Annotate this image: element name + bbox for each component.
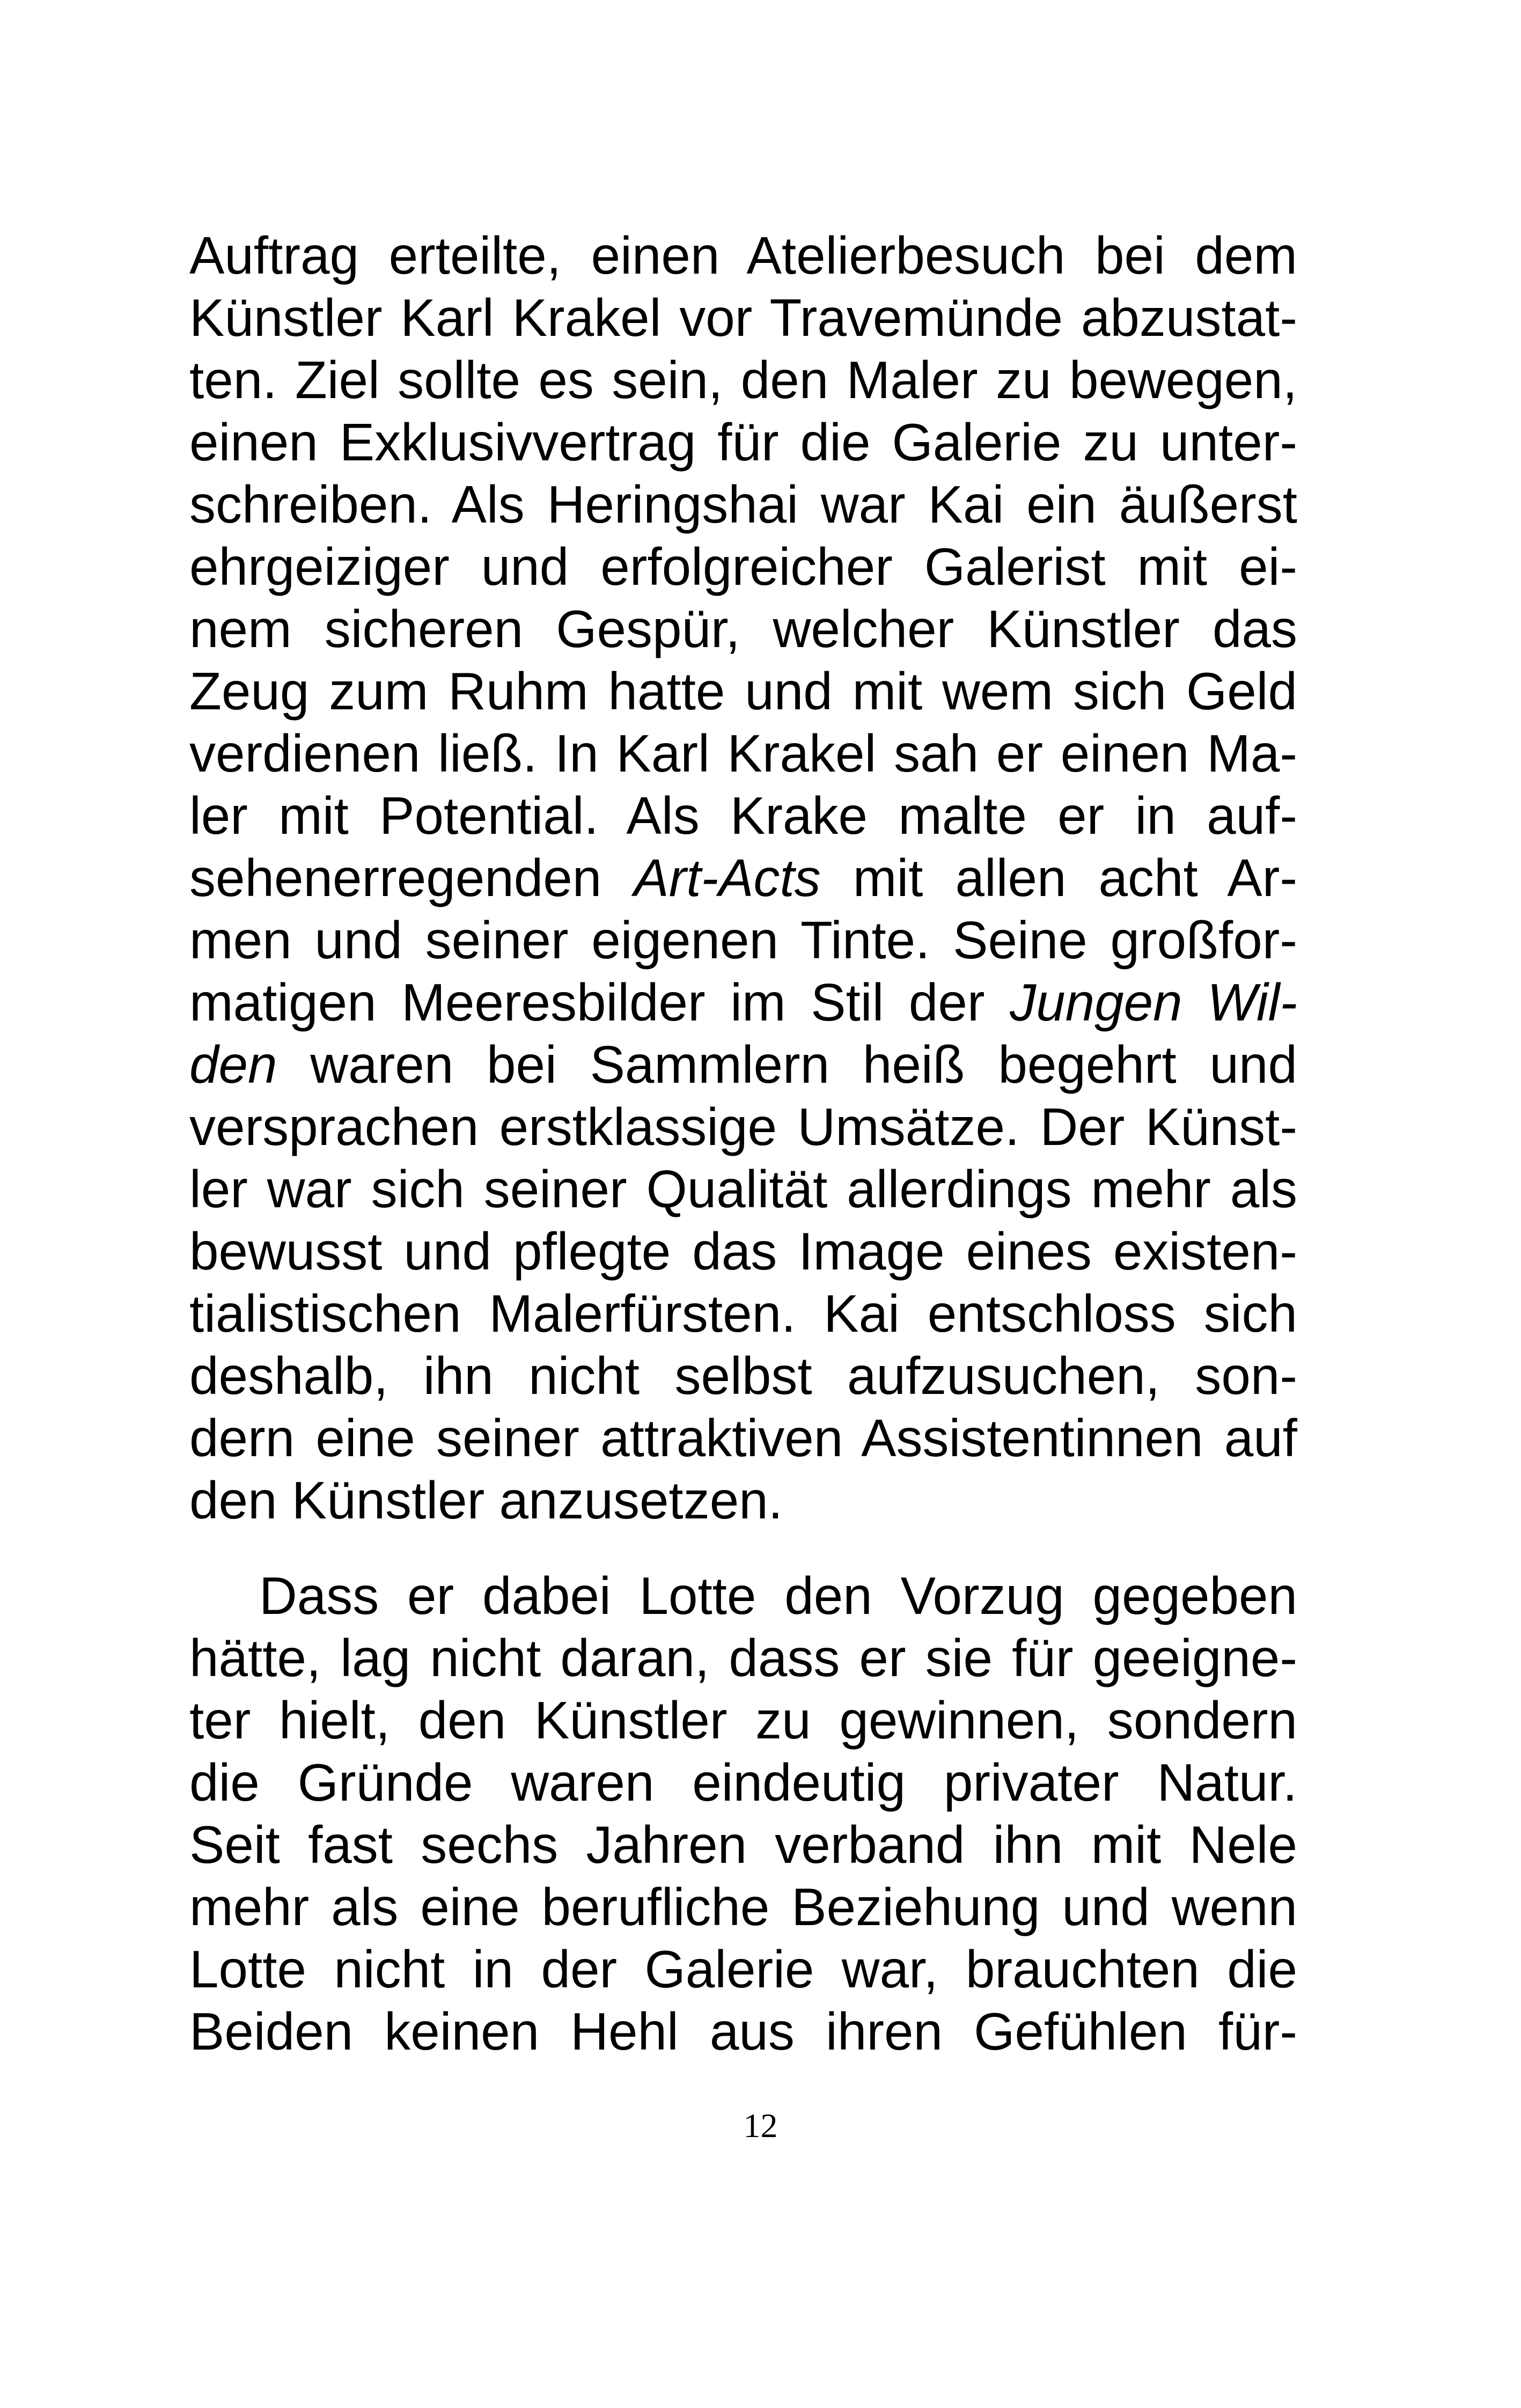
body-text bbox=[189, 224, 1297, 2062]
text-line: Dass er dabei Lotte den Vorzug gegeben bbox=[259, 1566, 1297, 1625]
text-line: Zeug zum Ruhm hatte und mit wem sich Geld bbox=[189, 662, 1297, 721]
text-line: Lotte nicht in der Galerie war, brauchten die bbox=[189, 1940, 1297, 1999]
text-line: deshalb, ihn nicht selbst aufzusuchen, son- bbox=[189, 1346, 1297, 1405]
text-line: ler war sich seiner Qualität allerdings mehr als bbox=[189, 1159, 1297, 1218]
text-segment: sehenerregenden bbox=[189, 848, 634, 907]
text-line: schreiben. Als Heringshai war Kai ein äußerst bbox=[189, 475, 1297, 534]
text-segment: mit allen acht Ar- bbox=[820, 848, 1297, 907]
italic-term: den bbox=[189, 1035, 277, 1094]
text-line: mehr als eine berufliche Beziehung und wenn bbox=[189, 1877, 1297, 1936]
text-line: men und seiner eigenen Tinte. Seine großfor- bbox=[189, 911, 1297, 970]
text-line: nem sicheren Gespür, welcher Künstler das bbox=[189, 599, 1297, 658]
italic-term: Jungen Wil- bbox=[1010, 973, 1298, 1032]
text-line: hätte, lag nicht daran, dass er sie für geeigne- bbox=[189, 1628, 1297, 1687]
text-line: tialistischen Malerfürsten. Kai entschloss sich bbox=[189, 1284, 1297, 1343]
text-line: dern eine seiner attraktiven Assistentinnen auf bbox=[189, 1408, 1297, 1467]
text-line: ten. Ziel sollte es sein, den Maler zu bewegen, bbox=[189, 350, 1297, 409]
text-line: verdienen ließ. In Karl Krakel sah er einen Ma- bbox=[189, 724, 1297, 783]
text-line: Seit fast sechs Jahren verband ihn mit Nele bbox=[189, 1815, 1297, 1874]
text-line-with-italic bbox=[189, 1033, 1297, 1096]
text-line: bewusst und pflegte das Image eines existen- bbox=[189, 1222, 1297, 1281]
text-line: ehrgeiziger und erfolgreicher Galerist mit ei- bbox=[189, 537, 1297, 596]
text-line-with-italic bbox=[189, 847, 1297, 909]
paragraph-spacing bbox=[189, 1531, 1297, 1565]
text-line: ter hielt, den Künstler zu gewinnen, sondern bbox=[189, 1691, 1297, 1750]
text-line: Künstler Karl Krakel vor Travemünde abzustat- bbox=[189, 288, 1297, 347]
text-line: ler mit Potential. Als Krake malte er in auf- bbox=[189, 786, 1297, 845]
text-segment: waren bei Sammlern heiß begehrt und bbox=[277, 1035, 1297, 1094]
text-line: die Gründe waren eindeutig privater Natur. bbox=[189, 1753, 1297, 1812]
text-line: Auftrag erteilte, einen Atelierbesuch bei dem bbox=[189, 226, 1297, 285]
text-line: einen Exklusivvertrag für die Galerie zu unter- bbox=[189, 413, 1297, 472]
page-number: 12 bbox=[743, 2106, 778, 2145]
text-line-with-italic bbox=[189, 971, 1297, 1033]
text-line: den Künstler anzusetzen. bbox=[189, 1471, 783, 1530]
text-line: versprachen erstklassige Umsätze. Der Künst- bbox=[189, 1097, 1297, 1156]
text-line: Beiden keinen Hehl aus ihren Gefühlen für- bbox=[189, 2002, 1297, 2061]
italic-term: Art-Acts bbox=[634, 848, 821, 907]
text-segment: matigen Meeresbilder im Stil der bbox=[189, 973, 1010, 1032]
